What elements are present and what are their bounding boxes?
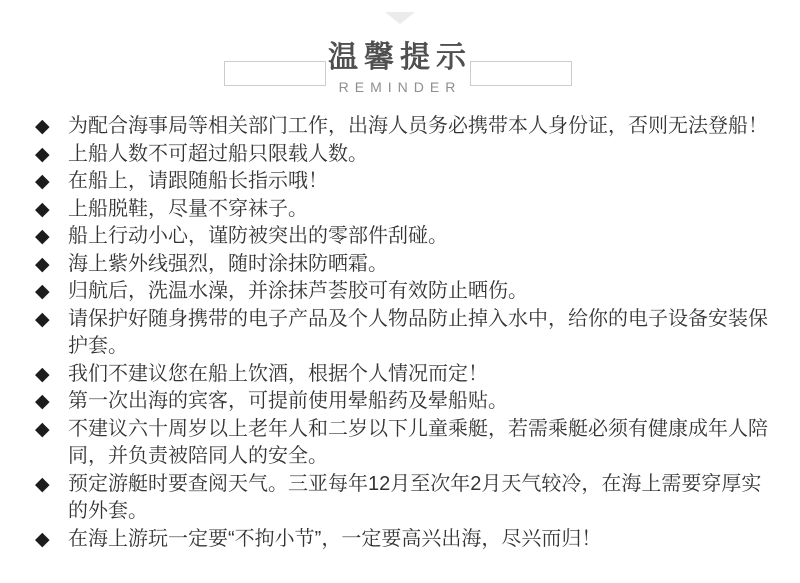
reminder-item bbox=[35, 361, 772, 389]
diamond-bullet-icon: ◆ bbox=[35, 281, 50, 302]
diamond-bullet-icon: ◆ bbox=[35, 528, 50, 550]
reminder-item-text: 第一次出海的宾客，可提前使用晕船药及晕船贴。 bbox=[68, 390, 508, 412]
page-subtitle: REMINDER bbox=[338, 79, 462, 95]
reminder-item-text: 在海上游玩一定要“不拘小节”，一定要高兴出海，尽兴而归！ bbox=[68, 527, 602, 550]
reminder-item-text: 我们不建议您在船上饮酒，根据个人情况而定！ bbox=[68, 362, 488, 385]
diamond-bullet-icon: ◆ bbox=[35, 418, 50, 440]
chevron-down-icon bbox=[385, 12, 415, 24]
reminder-item bbox=[35, 196, 772, 224]
reminder-header bbox=[0, 0, 800, 113]
reminder-item bbox=[35, 141, 772, 169]
reminder-item bbox=[35, 306, 772, 361]
reminder-item-text: 请保护好随身携带的电子产品及个人物品防止掉入水中，给你的电子设备安装保护套。 bbox=[68, 307, 768, 357]
diamond-bullet-icon: ◆ bbox=[35, 143, 50, 165]
diamond-bullet-icon: ◆ bbox=[35, 171, 50, 192]
diamond-bullet-icon: ◆ bbox=[35, 308, 50, 330]
diamond-bullet-icon: ◆ bbox=[35, 116, 50, 137]
reminder-item bbox=[35, 278, 772, 306]
reminder-item-text: 归航后，洗温水澡，并涂抹芦荟胶可有效防止晒伤。 bbox=[68, 280, 528, 302]
diamond-bullet-icon: ◆ bbox=[35, 473, 50, 495]
reminder-item-text: 不建议六十周岁以上老年人和二岁以下儿童乘艇，若需乘艇必须有健康成年人陪同，并负责被陪同人的安全。 bbox=[68, 417, 768, 467]
diamond-bullet-icon: ◆ bbox=[35, 391, 50, 412]
reminder-item-text: 海上紫外线强烈，随时涂抹防晒霜。 bbox=[68, 252, 388, 275]
diamond-bullet-icon: ◆ bbox=[35, 226, 50, 247]
reminder-item bbox=[35, 526, 772, 554]
reminder-item bbox=[35, 388, 772, 416]
diamond-bullet-icon: ◆ bbox=[35, 253, 50, 275]
reminder-list bbox=[0, 113, 800, 553]
reminder-item-text: 上船人数不可超过船只限载人数。 bbox=[68, 142, 368, 165]
reminder-item bbox=[35, 471, 772, 526]
reminder-item-text: 船上行动小心，谨防被突出的零部件刮碰。 bbox=[68, 225, 448, 247]
page-title: 温馨提示 bbox=[328, 41, 472, 74]
diamond-bullet-icon: ◆ bbox=[35, 363, 50, 385]
reminder-item bbox=[35, 223, 772, 251]
reminder-item bbox=[35, 168, 772, 196]
reminder-item-text: 上船脱鞋，尽量不穿袜子。 bbox=[68, 197, 308, 220]
reminder-item bbox=[35, 416, 772, 471]
reminder-item bbox=[35, 113, 772, 141]
diamond-bullet-icon: ◆ bbox=[35, 198, 50, 220]
reminder-item-text: 在船上，请跟随船长指示哦！ bbox=[68, 170, 328, 192]
reminder-item-text: 预定游艇时要查阅天气。三亚每年12月至次年2月天气较冷，在海上需要穿厚实的外套。 bbox=[68, 472, 762, 522]
reminder-item bbox=[35, 251, 772, 279]
reminder-item-text: 为配合海事局等相关部门工作，出海人员务必携带本人身份证，否则无法登船！ bbox=[68, 115, 768, 137]
